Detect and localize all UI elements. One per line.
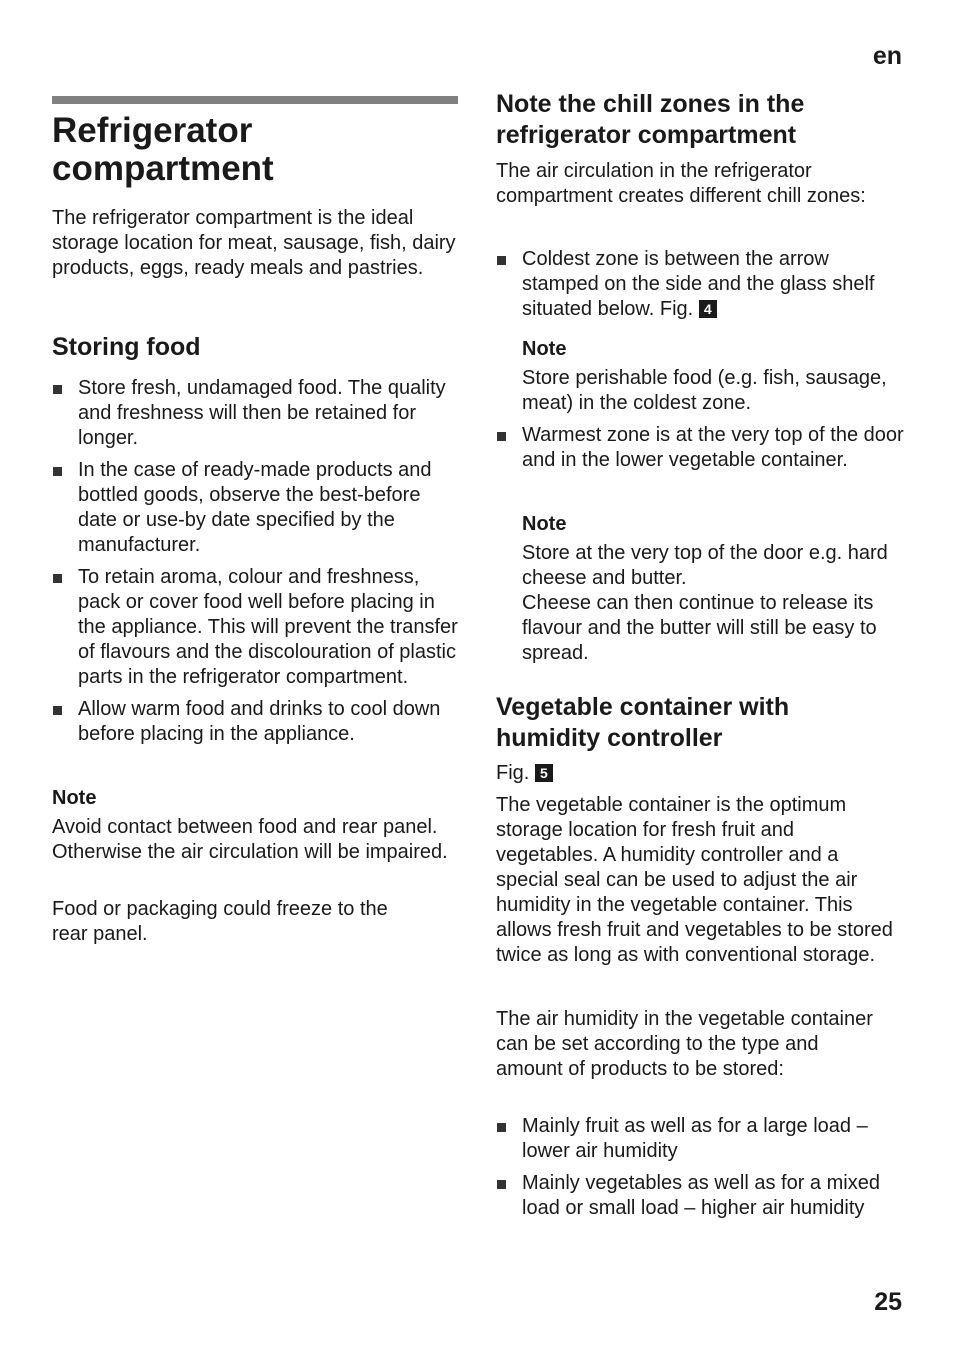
language-code: en (872, 42, 902, 70)
bullet-icon (53, 706, 62, 715)
bullet-icon (53, 467, 62, 476)
page-title: Refrigerator compartment (52, 111, 274, 188)
note-label: Note (522, 338, 567, 360)
storing-food-list (52, 376, 458, 747)
figure-reference: 5 (535, 764, 553, 782)
note-text: Store at the very top of the door e.g. hard cheese and butter. (522, 542, 888, 589)
section-rule (52, 96, 458, 104)
bullet-icon (497, 1180, 506, 1189)
note-text-2: Food or packaging could freeze to the rear panel. (52, 898, 388, 945)
note-text: Store perishable food (e.g. fish, sausage, meat) in the coldest zone. (522, 367, 887, 414)
air-humidity-paragraph: The air humidity in the vegetable container can be set according to the type and amount of products to be stored: (496, 1008, 873, 1080)
coldest-zone-list (496, 247, 906, 322)
list-item: Mainly fruit as well as for a large load – lower air humidity (496, 1114, 906, 1164)
note-label: Note (522, 513, 567, 535)
storing-food-heading: Storing food (52, 333, 201, 361)
list-item: Mainly vegetables as well as for a mixed load or small load – higher air humidity (496, 1171, 906, 1221)
list-item: Coldest zone is between the arrow stamped on the side and the glass shelf situated below. Fig. 4 (496, 247, 906, 322)
chill-zones-heading: Note the chill zones in the refrigerator compartment (496, 90, 805, 149)
list-item: In the case of ready-made products and bottled goods, observe the best-before date or use-by date specified by the manufacturer. (52, 458, 458, 558)
figure-reference: 4 (699, 300, 717, 318)
vegetable-container-paragraph: The vegetable container is the optimum storage location for fresh fruit and vegetables. A humidity controller and a special seal can be used to adjust the air humidity in the vegetable container. This allows fresh fruit and vegetables to be stored twice as long as with conventional storage. (496, 794, 893, 966)
chill-zones-intro: The air circulation in the refrigerator compartment creates different chill zones: (496, 160, 866, 207)
bullet-icon (53, 385, 62, 394)
list-item: To retain aroma, colour and freshness, pack or cover food well before placing in the appliance. This will prevent the transfer of flavours and the discolouration of plastic parts in the refrigerator compartment. (52, 565, 458, 690)
list-item: Store fresh, undamaged food. The quality and freshness will then be retained for longer. (52, 376, 458, 451)
figure-line: Fig. 5 (496, 761, 553, 786)
bullet-icon (497, 1123, 506, 1132)
list-item: Warmest zone is at the very top of the door and in the lower vegetable container. (496, 423, 906, 473)
humidity-list (496, 1114, 906, 1221)
vegetable-container-heading: Vegetable container with humidity controller (496, 693, 790, 752)
bullet-icon (497, 256, 506, 265)
bullet-icon (497, 432, 506, 441)
note-text-2: Cheese can then continue to release its flavour and the butter will still be easy to spread. (522, 592, 877, 664)
intro-paragraph: The refrigerator compartment is the ideal storage location for meat, sausage, fish, dairy products, eggs, ready meals and pastries. (52, 207, 456, 279)
warmest-zone-list (496, 423, 906, 473)
note-text: Avoid contact between food and rear panel. Otherwise the air circulation will be impaired. (52, 816, 448, 863)
bullet-icon (53, 574, 62, 583)
list-item: Allow warm food and drinks to cool down before placing in the appliance. (52, 697, 458, 747)
note-label: Note (52, 787, 97, 809)
page-number: 25 (874, 1288, 902, 1316)
